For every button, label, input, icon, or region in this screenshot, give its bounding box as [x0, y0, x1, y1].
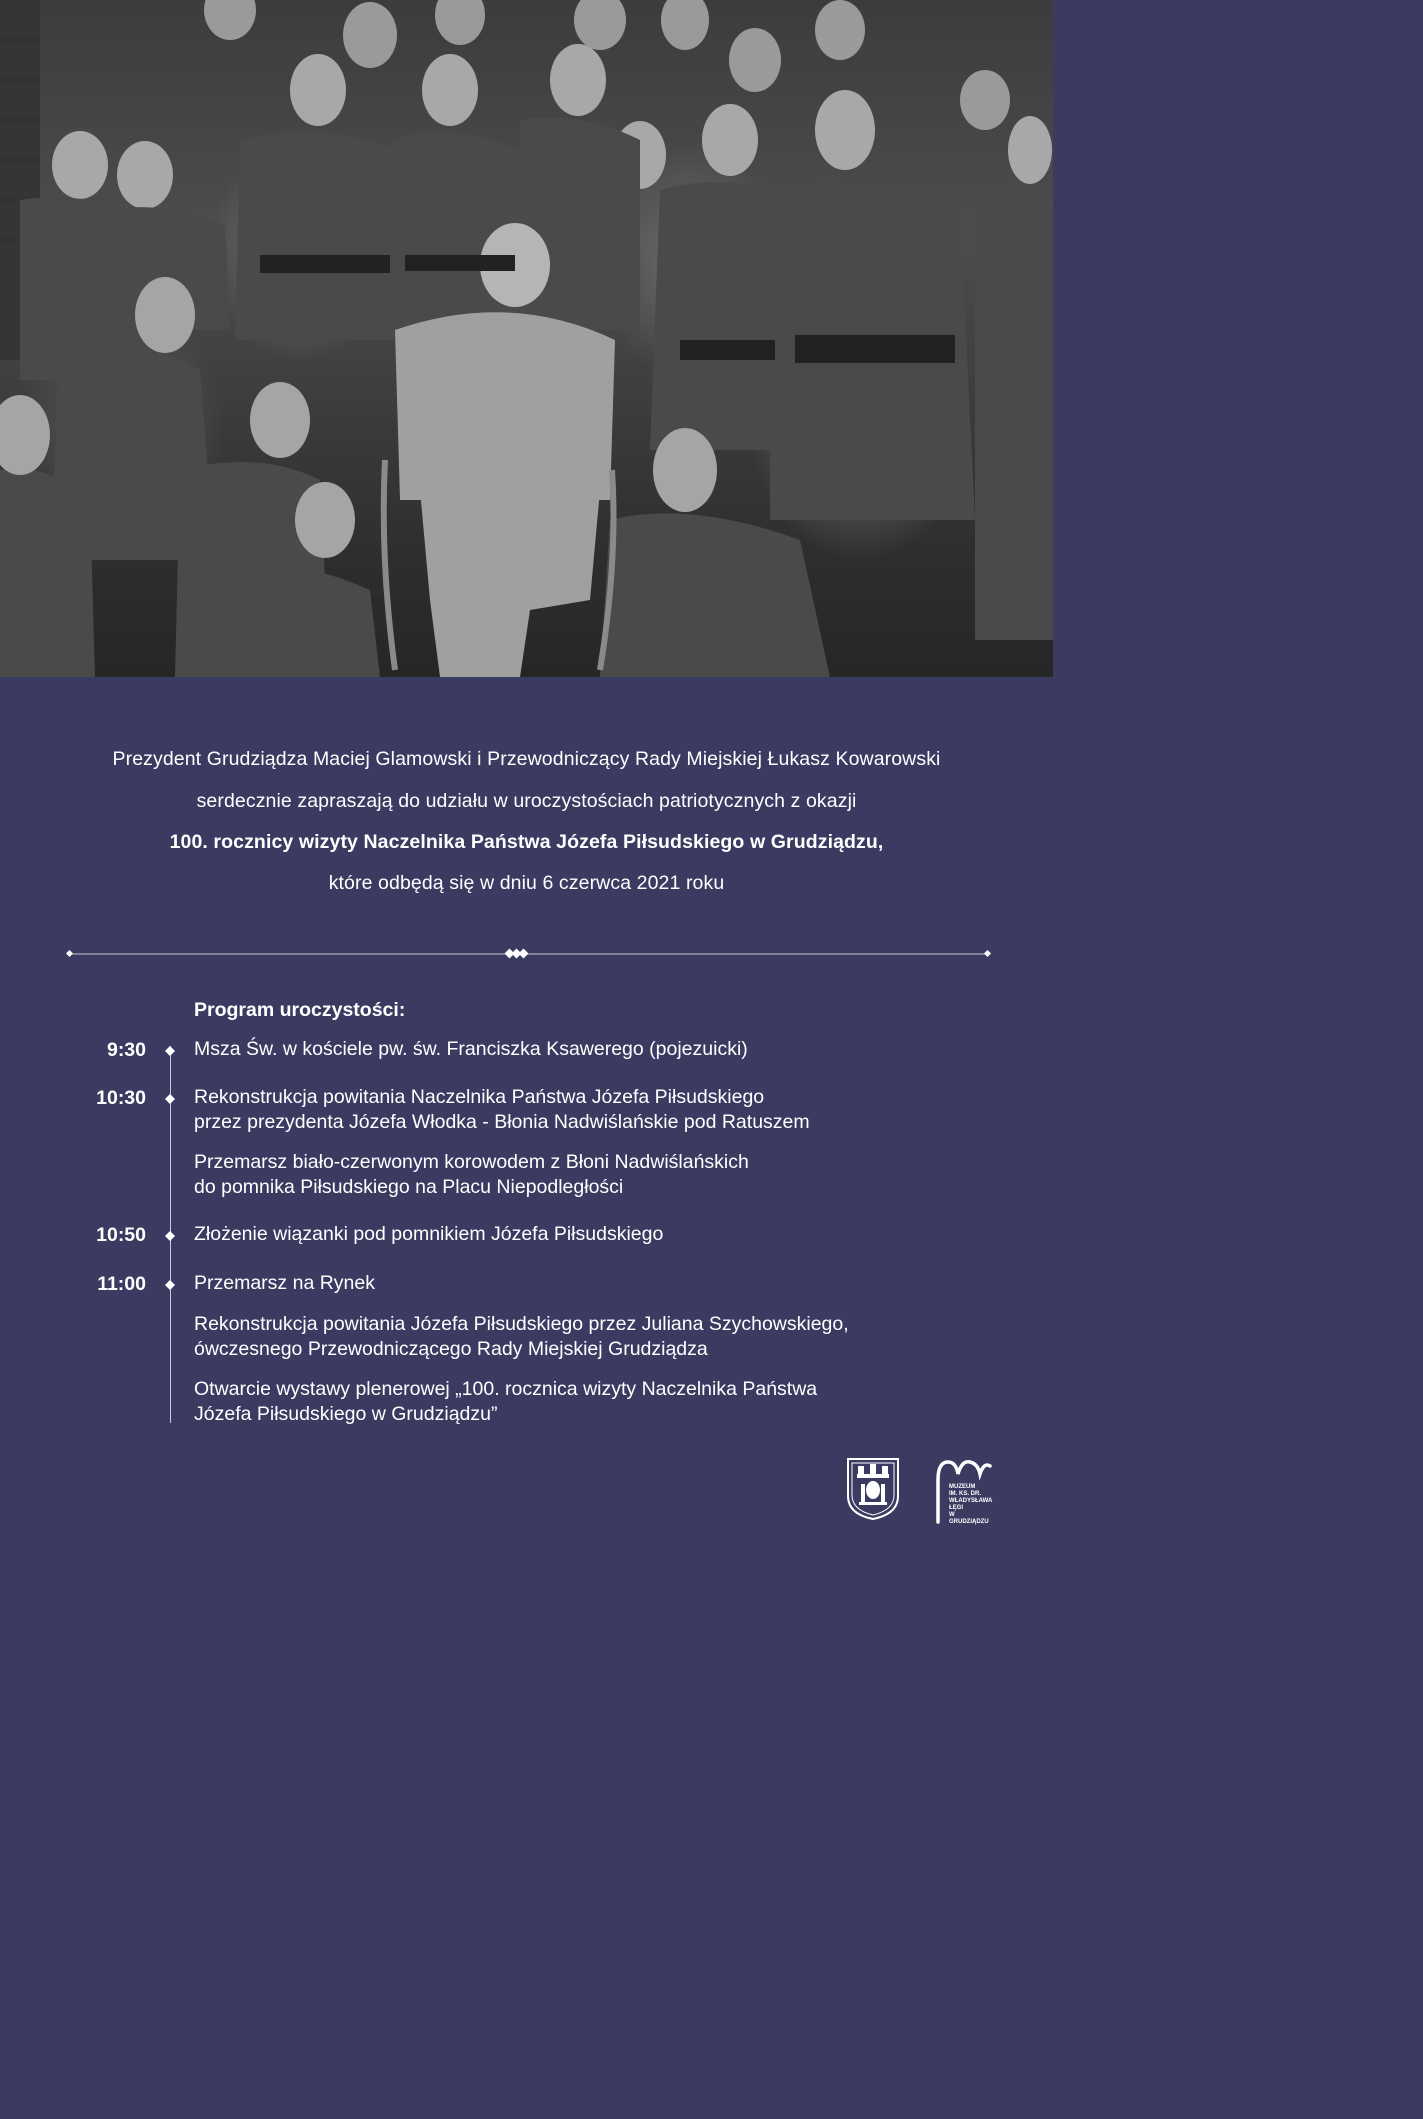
city-coat-of-arms-logo	[845, 1456, 901, 1522]
program-time: 10:50	[96, 1224, 146, 1246]
program-item-line: Złożenie wiązanki pod pomnikiem Józefa Piłsudskiego	[194, 1223, 664, 1245]
museum-text-line: ŁĘGI	[949, 1505, 964, 1511]
museum-text-line: W GRUDZIĄDZU	[949, 1512, 989, 1525]
program-item-line: przez prezydenta Józefa Włodka - Błonia Nadwiślańskie pod Ratuszem	[194, 1111, 810, 1133]
museum-logo-text	[949, 1484, 995, 1526]
timeline-diamond-icon	[165, 1280, 175, 1290]
historical-group-photo	[0, 0, 1053, 677]
program-item-line: Przemarsz na Rynek	[194, 1272, 375, 1294]
museum-text-line: MUZEUM	[949, 1484, 976, 1490]
museum-text-line: IM. KS. DR.	[949, 1491, 982, 1497]
photo-silhouettes	[0, 0, 1053, 677]
program-item	[194, 1271, 994, 1296]
museum-text-line: WŁADYSŁAWA	[949, 1498, 993, 1504]
program-time: 9:30	[106, 1039, 146, 1061]
program-item-line: Józefa Piłsudskiego w Grudziądzu”	[194, 1403, 498, 1425]
program-title: Program uroczystości:	[194, 999, 406, 1021]
intro-line-date: które odbędą się w dniu 6 czerwca 2021 roku	[328, 872, 725, 894]
program-item-line: Rekonstrukcja powitania Naczelnika Państwa Józefa Piłsudskiego	[194, 1086, 765, 1108]
program-item-line: Otwarcie wystawy plenerowej „100. rocznica wizyty Naczelnika Państwa	[194, 1378, 818, 1400]
program-item-line: Msza Św. w kościele pw. św. Franciszka Ksawerego (pojezuicki)	[194, 1038, 748, 1060]
timeline-diamond-icon	[165, 1046, 175, 1056]
program-item	[194, 1085, 994, 1135]
program-time: 10:30	[96, 1087, 146, 1109]
program-time: 11:00	[97, 1273, 146, 1295]
timeline-diamond-icon	[165, 1231, 175, 1241]
program-item	[194, 1222, 994, 1247]
intro-line-invitation: serdecznie zapraszają do udziału w uroczystościach patriotycznych z okazji	[196, 790, 857, 812]
timeline-diamond-icon	[165, 1094, 175, 1104]
program-item-line: ówczesnego Przewodniczącego Rady Miejskiej Grudziądza	[194, 1338, 708, 1360]
ornament-divider	[66, 944, 992, 964]
program-item	[194, 1037, 994, 1062]
program-item-line: do pomnika Piłsudskiego na Placu Niepodległości	[194, 1176, 624, 1198]
program-item	[194, 1377, 994, 1427]
program-item	[194, 1312, 994, 1362]
program-item-line: Rekonstrukcja powitania Józefa Piłsudskiego przez Juliana Szychowskiego,	[194, 1313, 849, 1335]
intro-line-occasion: 100. rocznicy wizyty Naczelnika Państwa Józefa Piłsudskiego w Grudziądzu,	[169, 831, 884, 853]
intro-line-hosts: Prezydent Grudziądza Maciej Glamowski i Przewodniczący Rady Miejskiej Łukasz Kowarowski	[112, 748, 941, 770]
program-item	[194, 1150, 994, 1200]
program-item-line: Przemarsz biało-czerwonym korowodem z Błoni Nadwiślańskich	[194, 1151, 749, 1173]
